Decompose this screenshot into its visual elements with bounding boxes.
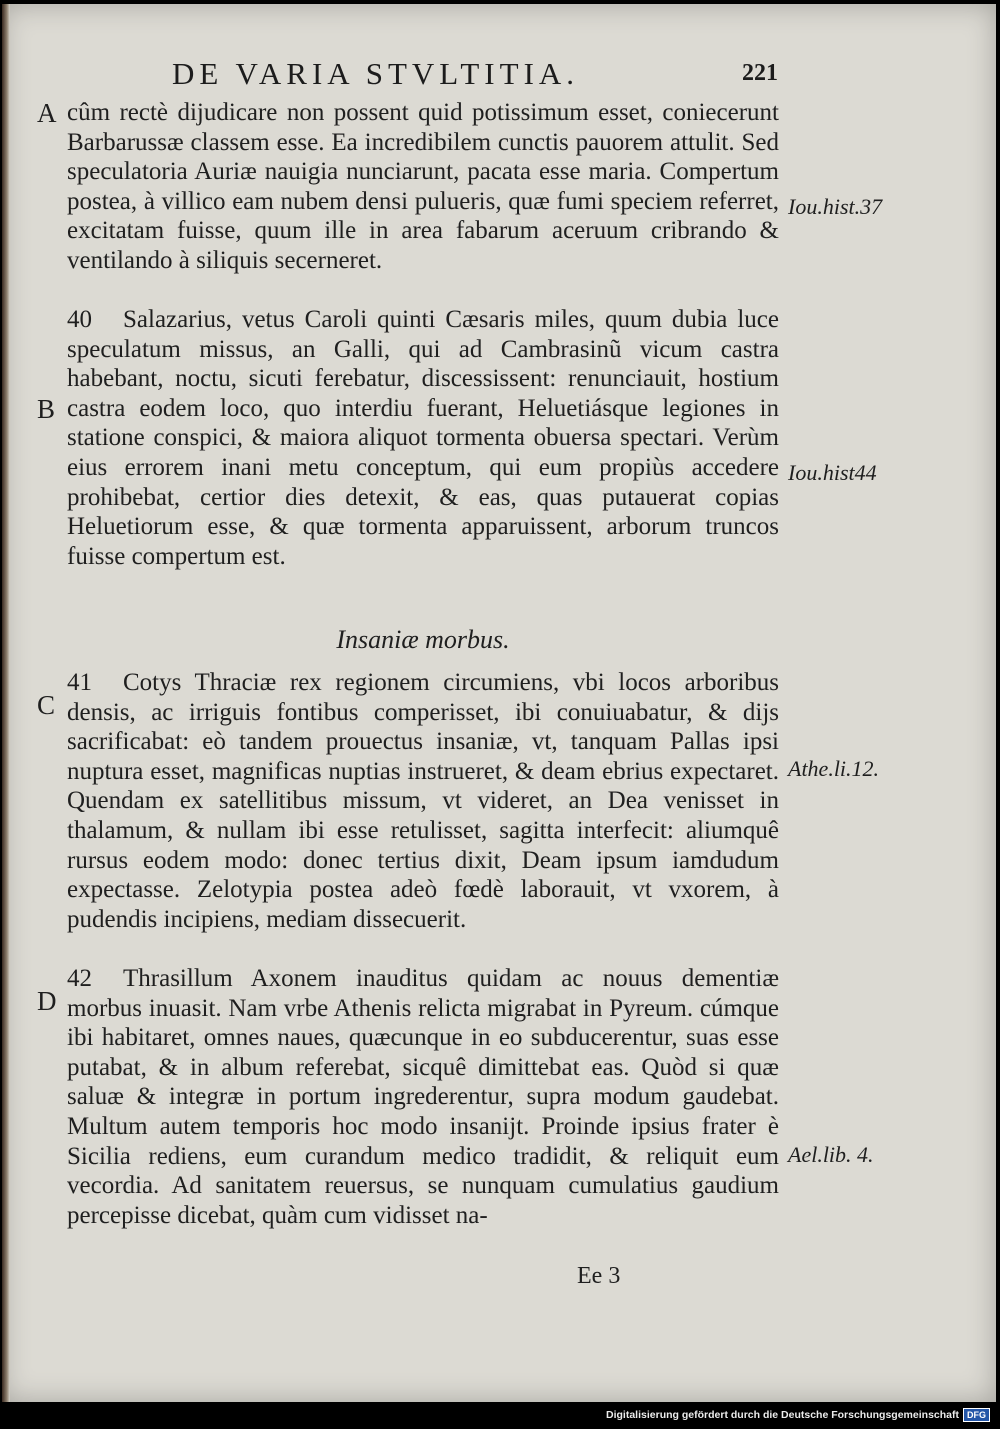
margin-note: Athe.li.12. (788, 756, 880, 781)
section-marker-c: C (37, 690, 56, 720)
margin-note: Iou.hist44 (788, 460, 877, 485)
book-page (2, 4, 996, 1402)
section-marker-a: A (37, 98, 57, 128)
credit-text: Digitalisierung gefördert durch die Deutsche Forschungsgemeinschaft (606, 1409, 959, 1421)
dfg-logo: DFG (963, 1408, 990, 1422)
page-number: 221 (742, 60, 778, 86)
section-marker-b: B (37, 394, 56, 424)
paragraph-40 (67, 305, 779, 571)
paragraph-42 (67, 964, 779, 1230)
book-spine-edge (2, 4, 10, 1402)
paragraph-number: 42 (67, 965, 92, 992)
paragraph-text: Salazarius, vetus Caroli quinti Cæsaris miles, quum dubia luce speculatum missus, an Galli, qui ad Cambrasinũ vicum castra habebant, noctu, sicuti ferebatur, discessissent: renunciauit, hostium castra eodem loco, quo interdiu fuerant, Heluetiásque legiones in statione conspici, & maiora aliquot tormenta obuersa spectari. Verùm eius errorem inani metu conceptum, qui eum propiùs accedere prohibebat, certior dies detexit, & eas, quas putauerat copias Heluetiorum esse, & quæ tormenta apparuissent, arborum truncos fuisse compertum est. (67, 306, 779, 570)
margin-note: Ael.lib. 4. (788, 1142, 874, 1167)
digitization-credit (606, 1408, 990, 1422)
section-heading: Insaniæ morbus. (336, 625, 510, 654)
paragraph-text: cûm rectè dijudicare non possent quid potissimum esset, coniecerunt Barbarussæ classem esse. Ea incredibilem cunctis pauorem attulit. Sed speculatoria Auriæ nauigia nunciarunt, pacata esse maria. Compertum postea, à villico eam nubem densi pulueris, quæ fumi speciem referret, excitatam fuisse, quum ille in area fabarum aceruum cribrando & ventilando à siliquis secerneret. (67, 99, 779, 274)
paragraph-continuation (67, 98, 779, 276)
paragraph-text: Cotys Thraciæ rex regionem circumiens, vbi locos arboribus densis, ac irriguis fontibus comperisset, ibi conuiuabatur, & dijs sacrificabat: eò tandem prouectus insaniæ, vt, tanquam Pallas ipsi nuptura esset, magnificas nuptias instrueret, & deam ebrius expectaret. Quendam ex satellitibus missum, vt videret, an Dea venisset in thalamum, & nullam ibi esse retulisset, sagitta interfecit: aliumquê rursus eodem modo: donec tertius dixit, Deam ipsum iamdudum expectasse. Zelotypia postea adeò fœdè laborauit, vt vxorem, à pudendis incipiens, mediam dissecuerit. (67, 669, 779, 933)
paragraph-text: Thrasillum Axonem inauditus quidam ac nouus dementiæ morbus inuasit. Nam vrbe Athenis relicta migrabat in Pyreum. cúmque ibi habitaret, omnes naues, quæcunque in eo subducerentur, suas esse putabat, & in album referebat, sicquê dimittebat eas. Quòd si quæ saluæ & integræ in portum ingrederentur, supra modum gaudebat. Multum autem temporis hoc modo insanijt. Proinde ipsius frater è Sicilia rediens, eum curandum medico tradidit, & reliquit eum vecordia. Ad sanitatem reuersus, se nunquam cumulatius gaudium percepisse dicebat, quàm cum vidisset na- (67, 965, 779, 1229)
signature-mark: Ee 3 (577, 1263, 621, 1289)
paragraph-41 (67, 668, 779, 934)
margin-note: Iou.hist.37 (788, 194, 883, 219)
paragraph-number: 40 (67, 306, 92, 333)
running-title: DE VARIA STVLTITIA. (172, 56, 580, 91)
paragraph-number: 41 (67, 669, 92, 696)
section-marker-d: D (37, 986, 57, 1016)
